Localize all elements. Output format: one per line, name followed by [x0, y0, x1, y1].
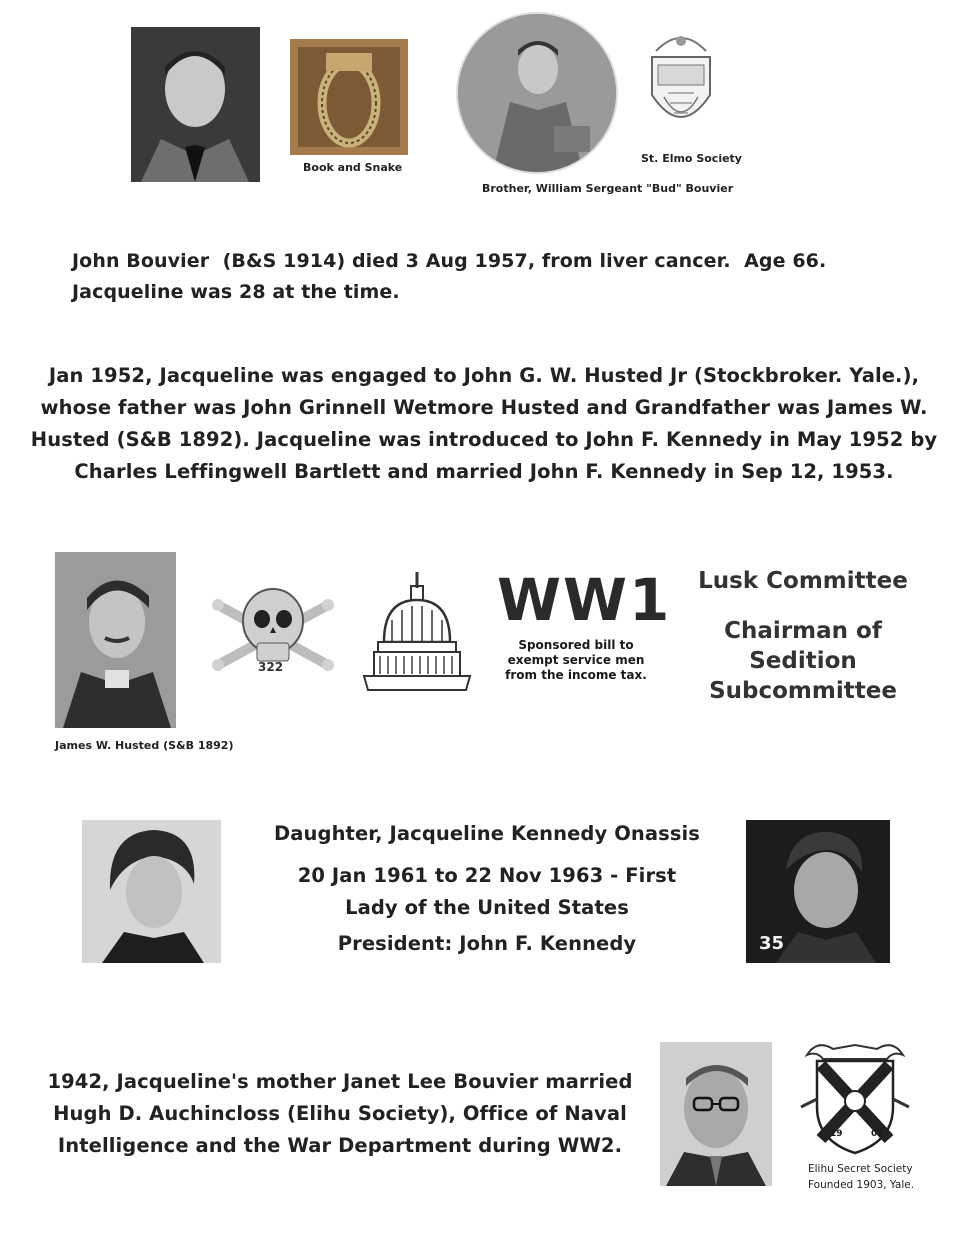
- first-lady-line: 20 Jan 1961 to 22 Nov 1963 - First Lady of the United States: [297, 864, 677, 919]
- ww1-block: [497, 566, 672, 683]
- book-and-snake-caption: Book and Snake: [303, 161, 403, 174]
- engagement-paragraph: Jan 1952, Jacqueline was engaged to John G. W. Husted Jr (Stockbroker. Yale.), whose father was John Grinnell Wetmore Husted and Grandfather was James W. Husted (S&B 1892). Jacqueline was introduced to John F. Kennedy in May 1952 by Charles Leffingwell Bartlett and married John F. Kennedy in Sep 12, 1953.: [30, 364, 938, 483]
- elihu-caption-line1: Elihu Secret Society: [808, 1163, 913, 1175]
- jfk-number-label: 35: [759, 933, 785, 954]
- ww1-description: Sponsored bill to exempt service men from the income tax.: [505, 638, 647, 682]
- st-elmo-society-crest: [646, 27, 716, 139]
- bouvier-death-paragraph: John Bouvier (B&S 1914) died 3 Aug 1957, from liver cancer. Age 66. Jacqueline was 28 at the time.: [72, 250, 827, 303]
- skull-number-label: 322: [258, 660, 284, 674]
- lusk-committee-block: [688, 566, 918, 706]
- st-elmo-caption: St. Elmo Society: [641, 152, 742, 165]
- crest-year-right: 03: [871, 1129, 884, 1139]
- book-and-snake-ring-photo: [290, 39, 408, 155]
- capitol-building-icon: [362, 570, 472, 698]
- james-husted-caption: James W. Husted (S&B 1892): [55, 739, 234, 752]
- jacqueline-kennedy-photo: [82, 820, 221, 963]
- ww1-title: WW1: [497, 566, 672, 634]
- elihu-caption-line2: Founded 1903, Yale.: [808, 1179, 915, 1191]
- hugh-auchincloss-photo: [660, 1042, 772, 1186]
- john-bouvier-photo: [131, 27, 260, 182]
- bud-bouvier-caption: Brother, William Sergeant "Bud" Bouvier: [482, 182, 734, 195]
- jfk-photo: [746, 820, 890, 963]
- james-husted-photo: [55, 552, 176, 728]
- elihu-society-crest: [797, 1037, 913, 1157]
- jacqueline-info-block: [270, 820, 704, 958]
- lusk-committee-title: Lusk Committee: [698, 568, 908, 594]
- crest-year-left: 19: [830, 1129, 843, 1139]
- daughter-line: Daughter, Jacqueline Kennedy Onassis: [273, 822, 701, 845]
- sedition-subcommittee-text: Chairman of Sedition Subcommittee: [709, 618, 897, 704]
- skull-and-bones-emblem: [212, 585, 334, 679]
- bud-bouvier-photo: [458, 14, 616, 172]
- auchincloss-paragraph: 1942, Jacqueline's mother Janet Lee Bouvier married Hugh D. Auchincloss (Elihu Society), Office of Naval Intelligence and the War Department during WW2.: [47, 1070, 633, 1157]
- president-line: President: John F. Kennedy: [337, 932, 637, 955]
